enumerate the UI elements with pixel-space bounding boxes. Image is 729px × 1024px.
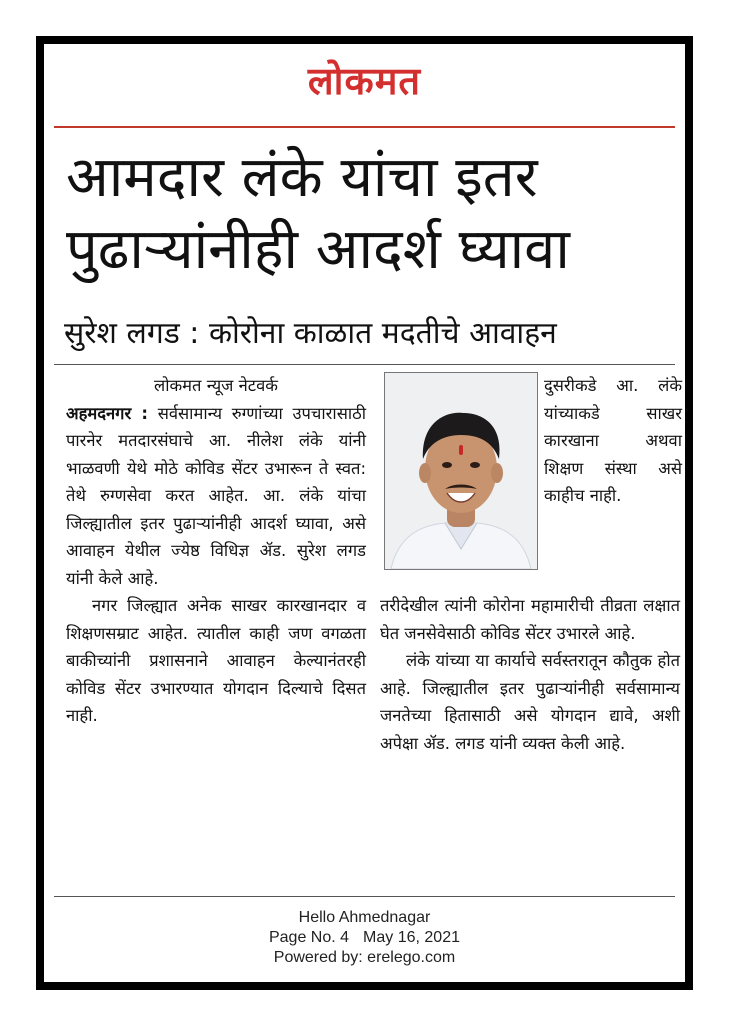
article-headline: आमदार लंके यांचा इतर पुढाऱ्यांनीही आदर्श घ्यावा (66, 145, 570, 282)
article-subhead: सुरेश लगड : कोरोना काळात मदतीचे आवाहन (64, 316, 557, 351)
subhead-divider (54, 364, 675, 365)
portrait-photo (384, 372, 538, 570)
footer-date: May 16, 2021 (363, 929, 460, 946)
right-paragraph-2: लंके यांच्या या कार्याचे सर्वस्तरातून कौतुक होत आहे. जिल्ह्यातील इतर पुढाऱ्यांनीही सर्वसामान्य जनतेच्या हितासाठी असे योगदान द्यावे, अशी अपेक्षा ॲड. लगड यांनी व्यक्त केली आहे. (380, 651, 680, 753)
masthead-logo (44, 54, 685, 106)
right-top-paragraph: दुसरीकडे आ. लंके यांच्याकडे साखर कारखाना अथवा शिक्षण संस्था असे काहीच नाही. (544, 376, 682, 505)
right-paragraph-1: तरीदेखील त्यांनी कोरोना महामारीची तीव्रता लक्षात घेत जनसेवेसाठी कोविड सेंटर उभारले आहे. (380, 596, 680, 643)
left-column (66, 372, 366, 730)
newspaper-clipping (36, 36, 693, 990)
footer-page: Page No. 4 (268, 929, 350, 946)
footer-powered: Powered by: erelego.com (273, 949, 456, 966)
left-paragraph-1 (66, 400, 366, 593)
masthead-title: लोकमत (307, 58, 422, 103)
footer (44, 908, 685, 968)
byline: लोकमत न्यूज नेटवर्क (154, 376, 278, 395)
left-paragraph-1-text: सर्वसामान्य रुग्णांच्या उपचारासाठी पारनेर मतदारसंघाचे आ. नीलेश लंके यांनी भाळवणी येथे मोठे कोविड सेंटर उभारून ते स्वत: तेथे रुग्णसेवा करत आहेत. आ. लंके यांचा जिल्ह्यातील इतर पुढाऱ्यांनीही आदर्श घ्यावा, असे आवाहन येथील ज्येष्ठ विधिज्ञ ॲड. सुरेश लगड यांनी केले आहे. (66, 403, 366, 588)
left-paragraph-2: नगर जिल्ह्यात अनेक साखर कारखानदार व शिक्षणसम्राट आहेत. त्यातील काही जण वगळता बाकीच्यांनी प्रशासनाने आवाहन केल्यानंतरही कोविड सेंटर उभारण्यात योगदान दिल्याचे दिसत नाही. (66, 596, 366, 725)
footer-edition: Hello Ahmednagar (298, 909, 431, 926)
dateline: अहमदनगर : (66, 403, 148, 423)
footer-divider (54, 896, 675, 897)
right-column-bottom (380, 592, 680, 757)
portrait-illustration (385, 373, 537, 569)
masthead-divider (54, 126, 675, 128)
footer-page-date (44, 928, 685, 948)
right-column-top (544, 372, 682, 510)
